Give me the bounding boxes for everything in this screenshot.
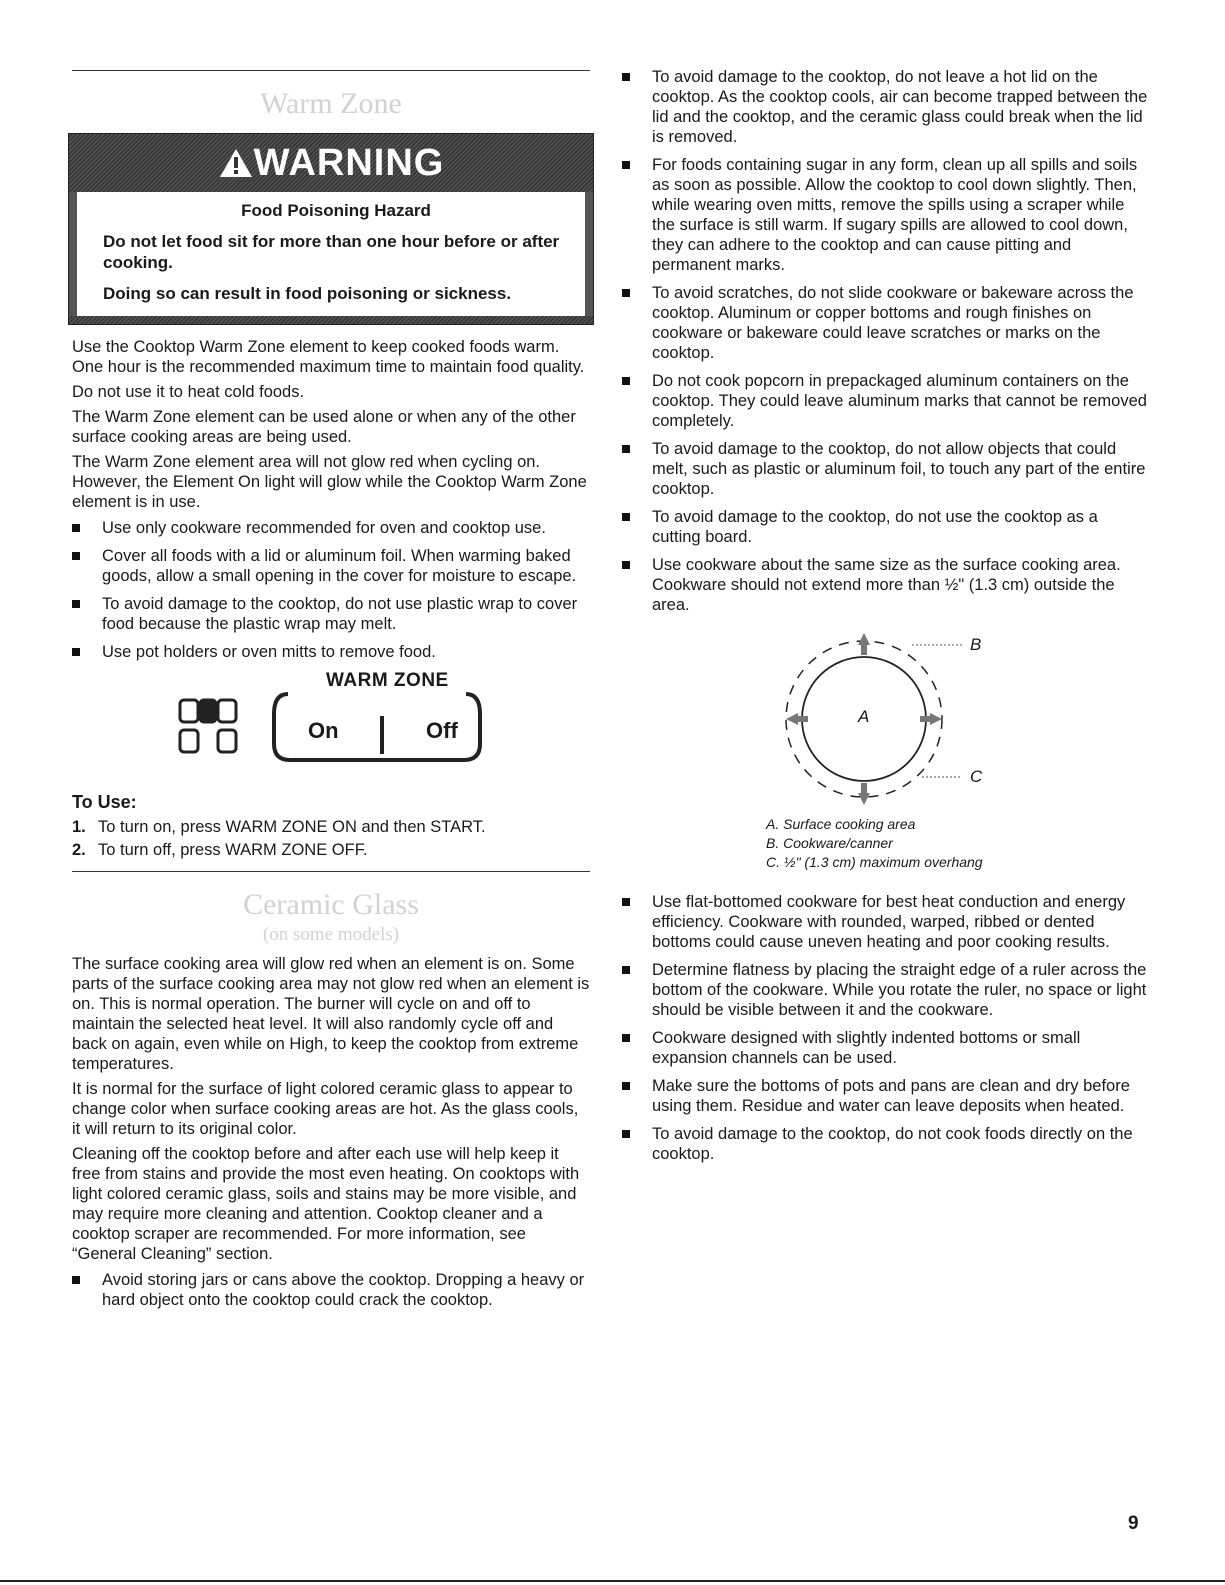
cookware-overhang-diagram <box>762 623 1022 813</box>
paragraph: The Warm Zone element can be used alone or when any of the other surface cooking areas are being used. <box>72 408 576 446</box>
figure-label-c: C <box>970 767 983 786</box>
to-use-heading: To Use: <box>72 792 137 812</box>
list-item: Use only cookware recommended for oven and cooktop use. <box>72 518 590 538</box>
list-item: For foods containing sugar in any form, clean up all spills and soils as soon as possible. Allow the cooktop to cool down slightly. Then, while wearing oven mitts, remove the spills using a scraper while the surface is still warm. If sugary spills are allowed to cool down, they can adhere to the cooktop and can cause pitting and permanent marks. <box>622 155 1150 275</box>
warning-header <box>69 134 593 192</box>
list-item: To avoid damage to the cooktop, do not leave a hot lid on the cooktop. As the cooktop cools, air can become trapped between the lid and the cooktop, and the ceramic glass could break when the lid is removed. <box>622 67 1150 147</box>
list-item: Cover all foods with a lid or aluminum foil. When warming baked goods, allow a small opening in the cover for moisture to escape. <box>72 546 590 586</box>
step-item <box>72 840 590 861</box>
list-item: Use pot holders or oven mitts to remove food. <box>72 642 590 662</box>
list-item: To avoid damage to the cooktop, do not cook foods directly on the cooktop. <box>622 1124 1150 1164</box>
page-bottom-rule <box>0 1580 1225 1582</box>
step-item <box>72 817 590 838</box>
warning-line: Do not let food sit for more than one hour before or after cooking. <box>103 232 560 272</box>
step-number: 2. <box>72 841 86 859</box>
figure-label-a: A <box>858 707 870 726</box>
warning-heading: WARNING <box>253 141 445 184</box>
paragraph: Cleaning off the cooktop before and after each use will help keep it free from stains and provide the most even heating. On cooktops with light colored ceramic glass, soils and stains may be more visible, and may require more cleaning and attention. Cooktop cleaner and a cooktop scraper are recommended. For more information, see “General Cleaning” section. <box>72 1145 580 1263</box>
caption-line: C. ½" (1.3 cm) maximum overhang <box>766 854 983 870</box>
step-text: To turn off, press WARM ZONE OFF. <box>98 841 368 859</box>
paragraph: It is normal for the surface of light colored ceramic glass to appear to change color when surface cooking areas are hot. As the glass cools, it will return to its original color. <box>72 1080 579 1138</box>
list-item: To avoid scratches, do not slide cookware or bakeware across the cooktop. Aluminum or copper bottoms and rough finishes on cookware or bakeware could leave scratches or marks on the cooktop. <box>622 283 1150 363</box>
list-item: Make sure the bottoms of pots and pans are clean and dry before using them. Residue and water can leave deposits when heated. <box>622 1076 1150 1116</box>
list-item: Use flat-bottomed cookware for best heat conduction and energy efficiency. Cookware with rounded, warped, ribbed or dented bottoms could cause uneven heating and poor cooking results. <box>622 892 1150 952</box>
left-column <box>72 70 590 1318</box>
right-column <box>622 67 1150 1172</box>
paragraph: Use the Cooktop Warm Zone element to keep cooked foods warm. One hour is the recommended maximum time to maintain food quality. <box>72 338 585 376</box>
warm-zone-title: Warm Zone <box>260 87 402 120</box>
warm-zone-control-diagram <box>72 670 590 788</box>
caption-line: B. Cookware/canner <box>766 835 893 851</box>
ceramic-glass-subtitle: (on some models) <box>262 924 400 945</box>
list-item: Avoid storing jars or cans above the cooktop. Dropping a heavy or hard object onto the cooktop could crack the cooktop. <box>72 1270 590 1310</box>
warm-zone-on-button[interactable]: On <box>308 718 339 743</box>
warm-zone-label: WARM ZONE <box>326 670 449 691</box>
warning-body <box>69 192 593 316</box>
list-item: To avoid damage to the cooktop, do not use plastic wrap to cover food because the plastic wrap may melt. <box>72 594 590 634</box>
warning-hazard: Food Poisoning Hazard <box>241 201 431 220</box>
list-item: To avoid damage to the cooktop, do not allow objects that could melt, such as plastic or aluminum foil, to touch any part of the entire cooktop. <box>622 439 1150 499</box>
step-number: 1. <box>72 818 86 836</box>
cookware-overhang-figure <box>622 623 1150 815</box>
caption-line: A. Surface cooking area <box>766 816 916 832</box>
list-item: Determine flatness by placing the straight edge of a ruler across the bottom of the cookware. While you rotate the ruler, no space or light should be visible between it and the cookware. <box>622 960 1150 1020</box>
list-item: Use cookware about the same size as the surface cooking area. Cookware should not extend more than ½" (1.3 cm) outside the area. <box>622 555 1150 615</box>
list-item: Do not cook popcorn in prepackaged aluminum containers on the cooktop. They could leave aluminum marks that cannot be removed completely. <box>622 371 1150 431</box>
paragraph: The Warm Zone element area will not glow red when cycling on. However, the Element On light will glow while the Cooktop Warm Zone element is in use. <box>72 453 587 511</box>
list-item: Cookware designed with slightly indented bottoms or small expansion channels can be used. <box>622 1028 1150 1068</box>
cooktop-elements-icon <box>178 698 258 758</box>
figure-caption <box>766 815 1150 872</box>
page-number: 9 <box>1128 1513 1139 1534</box>
warning-line: Doing so can result in food poisoning or sickness. <box>103 284 512 303</box>
warm-zone-bullets <box>72 518 590 662</box>
figure-label-b: B <box>970 635 982 654</box>
warning-box <box>68 133 594 325</box>
ceramic-glass-title: Ceramic Glass <box>243 888 419 921</box>
to-use-steps <box>72 817 590 861</box>
ceramic-glass-bullets-left <box>72 1270 590 1310</box>
warning-triangle-icon <box>218 147 254 179</box>
paragraph: Do not use it to heat cold foods. <box>72 383 305 401</box>
section-divider <box>72 70 590 71</box>
warning-footer-band <box>69 316 593 324</box>
ceramic-glass-bullets-right-top <box>622 67 1150 615</box>
section-divider <box>72 871 590 872</box>
ceramic-glass-bullets-right-bottom <box>622 892 1150 1164</box>
list-item: To avoid damage to the cooktop, do not use the cooktop as a cutting board. <box>622 507 1150 547</box>
step-text: To turn on, press WARM ZONE ON and then START. <box>98 818 486 836</box>
paragraph: The surface cooking area will glow red when an element is on. Some parts of the surface cooking area may not glow red when an element is on. This is normal operation. The burner will cycle on and off to maintain the selected heat level. It will also randomly cycle off and back on again, even while on High, to keep the cooktop from extreme temperatures. <box>72 955 590 1073</box>
warm-zone-off-button[interactable]: Off <box>426 718 458 743</box>
